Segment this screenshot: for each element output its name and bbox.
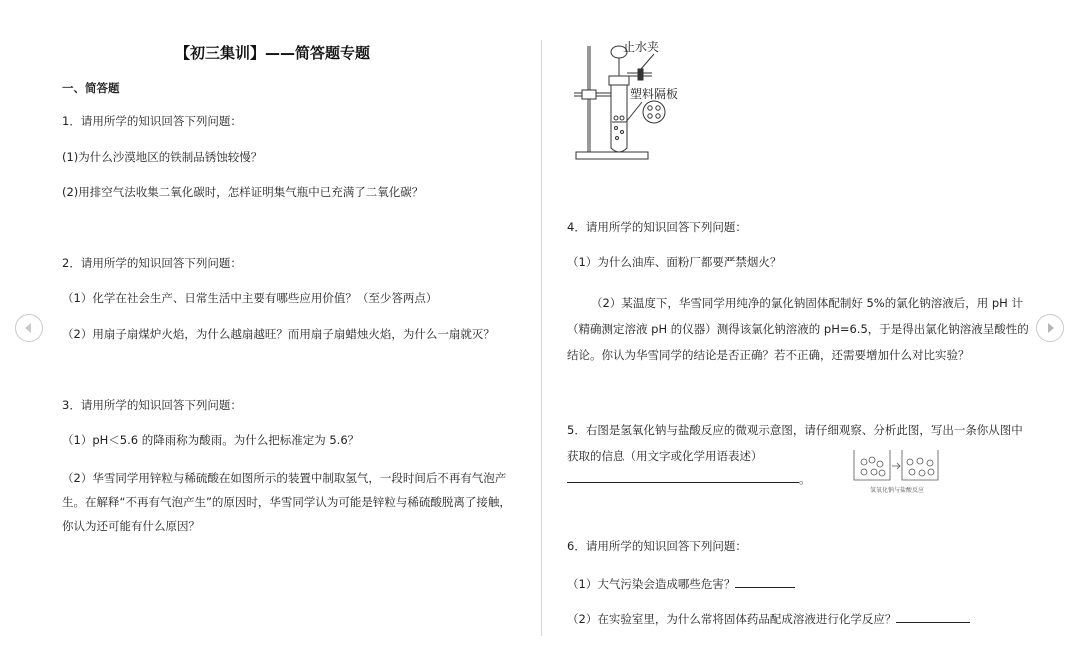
page-divider — [541, 40, 542, 636]
kipp-apparatus-figure — [568, 40, 688, 166]
q2-part-b: （2）用扇子扇煤炉火焰，为什么越扇越旺？而用扇子扇蜡烛火焰，为什么一扇就灭？ — [62, 327, 495, 341]
reaction-diagram-figure — [850, 446, 942, 488]
q4-stem: 4．请用所学的知识回答下列问题： — [567, 220, 747, 234]
q2-part-a: （1）化学在社会生产、日常生活中主要有哪些应用价值？（至少答两点） — [62, 291, 438, 305]
label-plate: 塑料隔板 — [630, 87, 679, 101]
chevron-right-icon — [1037, 315, 1063, 341]
q2-stem: 2．请用所学的知识回答下列问题： — [62, 256, 242, 270]
q4-part-b: （2）某温度下，华雪同学用纯净的氯化钠固体配制好 5%的氯化钠溶液后，用 pH 计（精确测定溶液 pH 的仪器）测得该氯化钠溶液的 pH=6.5，于是得出氯化钠溶液呈酸性的结论。你认为华雪同学的结论是否正确？若不正确，还需要增加什么对比实验？ — [567, 296, 1029, 362]
q1-part-b: (2)用排空气法收集二氧化碳时，怎样证明集气瓶中已充满了二氧化碳？ — [62, 185, 424, 199]
next-page-button[interactable] — [1036, 314, 1064, 342]
page-title: 【初三集训】——简答题专题 — [175, 44, 371, 62]
reaction-figure-caption: 氢氧化钠与盐酸反应 — [870, 487, 925, 494]
section-heading: 一、简答题 — [62, 81, 120, 95]
q6-part-b — [567, 610, 970, 627]
q5-end-mark: 。 — [799, 472, 811, 486]
q6-b-answer-blank[interactable] — [896, 610, 970, 623]
q4-part-a: （1）为什么油库、面粉厂都要严禁烟火？ — [567, 255, 782, 269]
q6-part-a-text: （1）大气污染会造成哪些危害？ — [567, 577, 736, 591]
q6-part-a — [567, 575, 795, 592]
q1-part-a: (1)为什么沙漠地区的铁制品锈蚀较慢？ — [62, 150, 263, 164]
chevron-left-icon — [16, 315, 42, 341]
label-clip: 止水夹 — [623, 40, 660, 54]
q6-a-answer-blank[interactable] — [735, 575, 795, 588]
q6-part-b-text: （2）在实验室里，为什么常将固体药品配成溶液进行化学反应？ — [567, 612, 897, 626]
q5-answer-blank[interactable] — [567, 470, 799, 483]
prev-page-button[interactable] — [15, 314, 43, 342]
q3-stem: 3．请用所学的知识回答下列问题： — [62, 398, 242, 412]
q3-part-b: （2）华雪同学用锌粒与稀硫酸在如图所示的装置中制取氢气，一段时间后不再有气泡产生。在解释“不再有气泡产生”的原因时，华雪同学认为可能是锌粒与稀硫酸脱离了接触，你认为还可能有什么原因？ — [62, 471, 511, 533]
q1-stem: 1．请用所学的知识回答下列问题： — [62, 114, 242, 128]
q5-stem: 5．右图是氢氧化钠与盐酸反应的微观示意图，请仔细观察、分析此图，写出一条你从图中获取的信息（用文字或化学用语表述） — [567, 423, 1023, 463]
q3-part-a: （1）pH＜5.6 的降雨称为酸雨。为什么把标准定为 5.6？ — [62, 433, 360, 447]
q5-answer-line — [567, 470, 811, 487]
q6-stem: 6．请用所学的知识回答下列问题： — [567, 539, 747, 553]
